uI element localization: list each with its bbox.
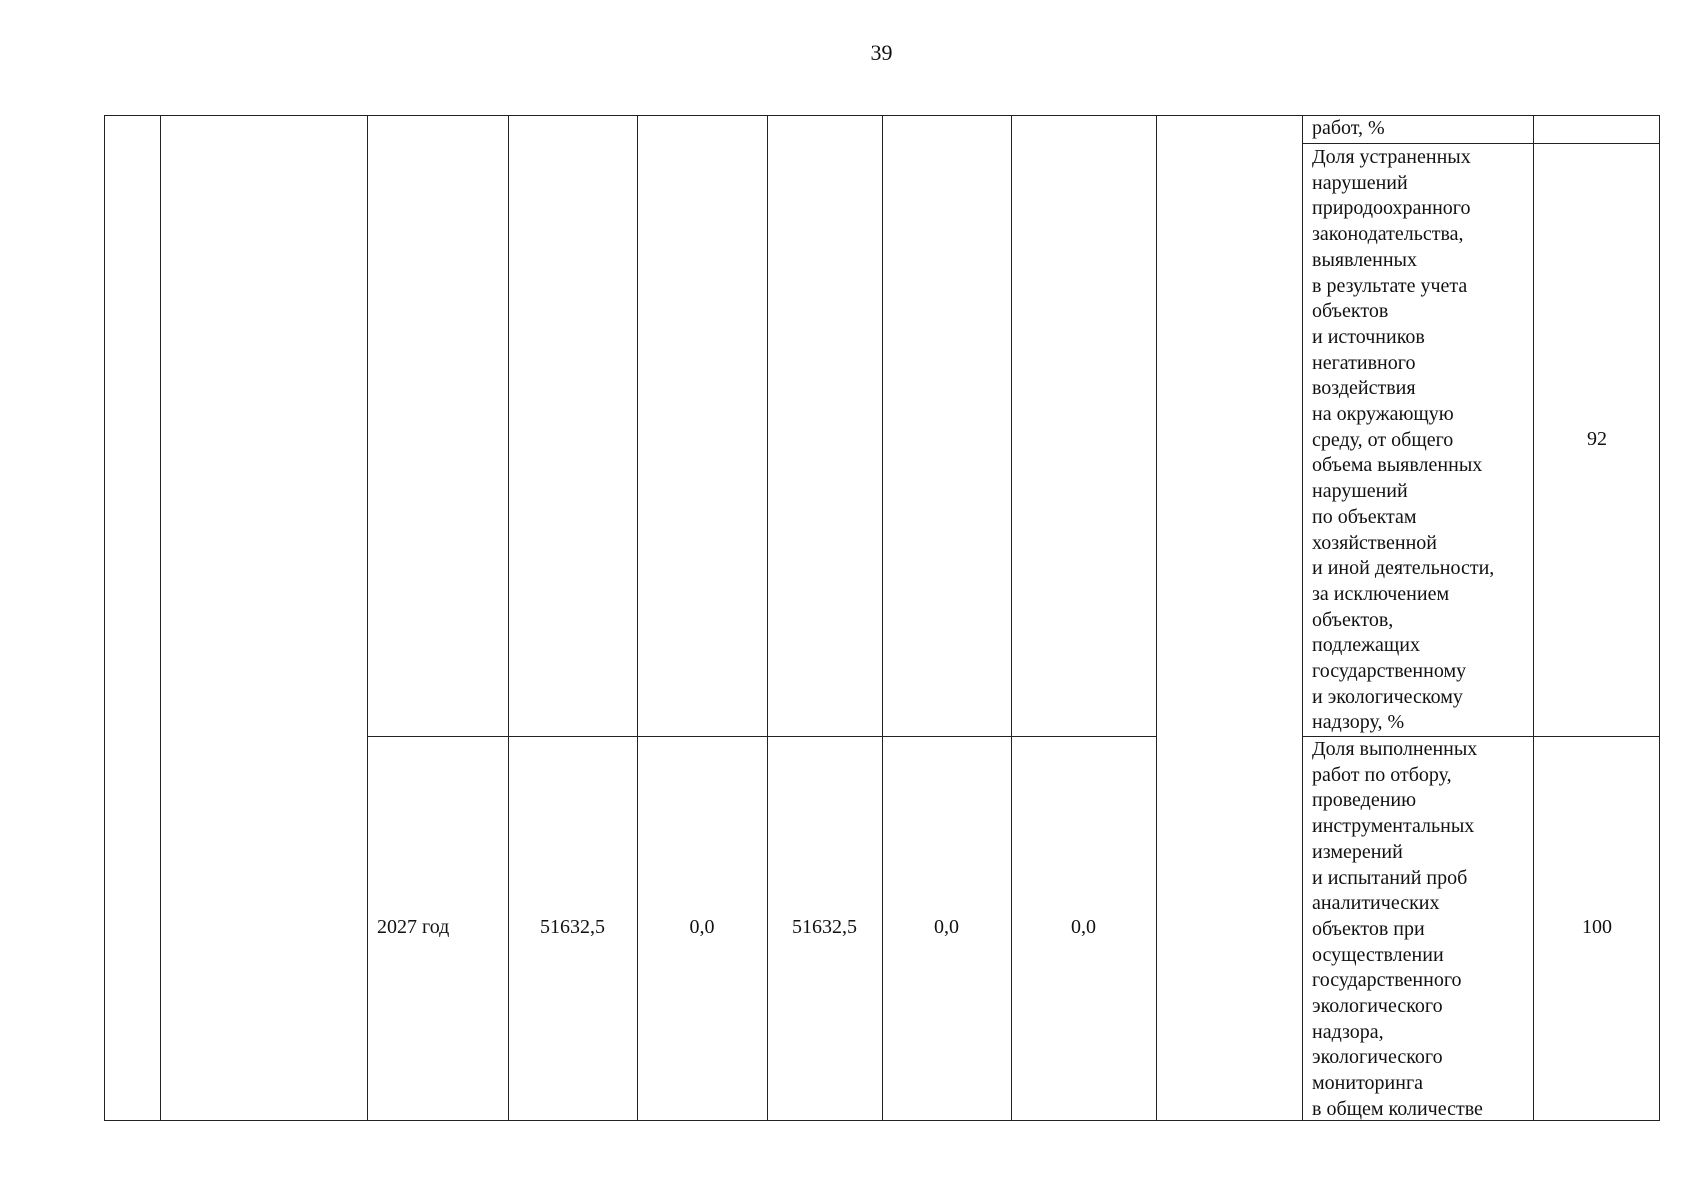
- column-divider: [367, 116, 368, 1120]
- year-cell: 2027 год: [377, 916, 450, 938]
- total-amount: 51632,5: [540, 916, 605, 938]
- column-divider: [1302, 116, 1303, 1120]
- row-divider: [367, 736, 1156, 737]
- indicator-text: Доля выполненных работ по отбору, проведению инструментальных измерений и испытаний проб аналитических объектов при осуществлении государственного экологического надзора, экологического мониторинга в общем количестве: [1312, 738, 1483, 1120]
- indicator-text: Доля устраненных нарушений природоохранного законодательства, выявленных в результате учета объектов и источников негативного воздействия на окружающую среду, от общего объема выявленных нарушений по объектам хозяйственной и иной деятельности, за исключением объектов, подлежащих государственному и экологическому надзору, %: [1312, 146, 1495, 734]
- column-divider: [767, 116, 768, 1120]
- indicator-value: 100: [1582, 916, 1612, 938]
- amount-cell: 51632,5: [792, 916, 857, 938]
- amount-cell: 0,0: [934, 916, 959, 938]
- amount-cell: 0,0: [1071, 916, 1096, 938]
- row-divider: [1302, 143, 1659, 144]
- column-divider: [1156, 116, 1157, 1120]
- column-divider: [160, 116, 161, 1120]
- indicator-value: 92: [1587, 428, 1607, 450]
- column-divider: [637, 116, 638, 1120]
- financing-table: [104, 115, 1660, 1121]
- amount-cell: 0,0: [689, 916, 715, 938]
- column-divider: [508, 116, 509, 1120]
- column-divider: [1011, 116, 1012, 1120]
- page-number: 39: [870, 40, 893, 65]
- column-divider: [882, 116, 883, 1120]
- indicator-text: работ, %: [1312, 117, 1385, 139]
